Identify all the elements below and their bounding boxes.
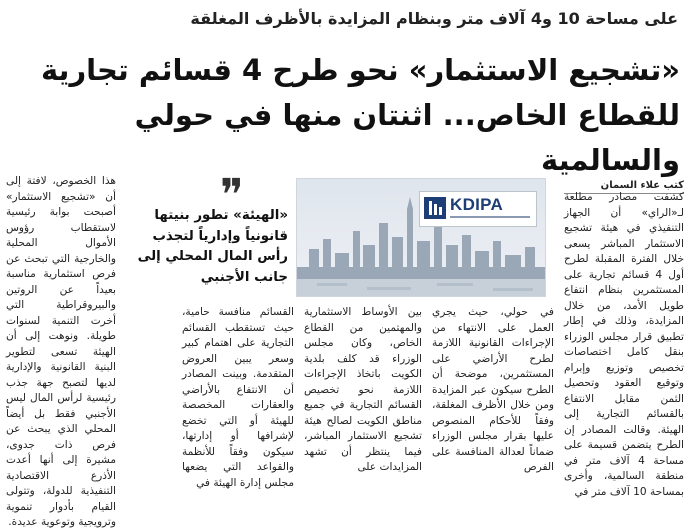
article-photo — [296, 178, 546, 297]
article-column-left — [6, 174, 116, 528]
headline-line-1: «تشجيع الاستثمار» نحو طرح 4 قسائم تجارية — [40, 53, 680, 87]
column-left-text: هذا الخصوص، لافتة إلى أن «تشجيع الاستثمار» أصبحت بوابة رئيسية لاستقطاب رؤوس الأموال المحلية والخارجية التي تبحث عن فرص استثمارية مناسبة بعيداً عن الروتين والبيروقراطية التي أخرت التنمية لسنوات طويلة. ونوهت إلى أن الهيئة تسعى لتطوير البنية القانونية والإدارية لديها لتصبح جهة جذب رئيسية لرأس المال ليس الأجنبي فقط بل أيضاً المحلي الذي يبحث عن فرص ذات جدوى، مشيرة إلى أنها أعدت الأذرع الاقتصادية التنفيذية للدولة، وتتولى القيام بأدوار تنموية وترويجية وتوعوية عديدة. — [6, 175, 116, 528]
article-column-middle-2 — [304, 305, 422, 473]
byline: كتب علاء السمان — [564, 180, 684, 194]
article-column-middle-3 — [182, 305, 294, 489]
quote-mark-icon: ❞ — [220, 170, 244, 221]
column-middle-3-text: القسائم منافسة حامية، حيث تستقطب القسائم التجارية على اهتمام كبير وسعر يبين العروض المتقدمة. وبينت المصادر أن الانتفاع بالأراضي والعقارات المخصصة للهيئة أو التي تخضع لإشرافها أو إدارتها، سيكون وفقاً للأنظمة والقواعد التي يضعها مجلس إدارة الهيئة في — [182, 306, 294, 489]
article-column-right — [564, 190, 684, 498]
column-middle-1-text: في حولي، حيث يجري العمل على الانتهاء من الإجراءات القانونية اللازمة لطرح الأراضي على المستثمرين، موضحة أن الطرح سيكون عبر المزايدة ومن خلال الأظرف المغلقة، وفقاً للأحكام المنصوص عليها بقرار مجلس الوزراء ضماناً لعدالة المنافسة على الفرص — [432, 306, 554, 473]
kdipa-logo-icon — [424, 197, 446, 219]
column-right-text: كشفت مصادر مطلعة لـ«الراي» أن الجهاز التنفيذي في هيئة تشجيع الاستثمار المباشر يسعى خلال الفترة المقبلة لطرح أول 4 قسائم تجارية على المستثمرين بنظام انتفاع طويل الأمد، من خلال المزايدة، وذلك في إطار تطبيق قرار مجلس الوزراء بنقل كامل اختصاصات تخصيص وتوزيع وإبرام وتوقيع العقود وتحصيل الثمن مقابل الانتفاع بالقسائم التجارية إلى الهيئة. وقالت المصادر إن الطرح يتضمن قسيمة على مساحة 4 آلاف متر في منطقة السالمية، وأخرى بمساحة 10 آلاف متر في — [564, 191, 684, 498]
kicker-subheadline: على مساحة 10 و4 آلاف متر وبنظام المزايدة بالأظرف المغلقة — [190, 9, 678, 28]
headline — [12, 48, 680, 183]
column-middle-2-text: بين الأوساط الاستثمارية والمهتمين من القطاع الخاص، وكان مجلس الوزراء قد كلف بلدية الكويت باتخاذ الإجراءات اللازمة نحو تخصيص القسائم التجارية في جميع مناطق الكويت لصالح هيئة تشجيع الاستثمار المباشر، فيما ينتظر أن تشهد المزايدات على — [304, 306, 422, 473]
article-column-middle-1 — [432, 305, 554, 473]
kdipa-logo-underline — [450, 216, 530, 218]
pull-quote: «الهيئة» تطور بنيتها قانونياً وإدارياً لتجذب رأس المال المحلي إلى جانب الأجنبي — [137, 208, 288, 285]
kdipa-logo — [419, 191, 537, 227]
kdipa-logo-text: KDIPA — [450, 195, 504, 214]
headline-line-2: للقطاع الخاص... اثنتان منها في حولي والسالمية — [134, 98, 680, 177]
